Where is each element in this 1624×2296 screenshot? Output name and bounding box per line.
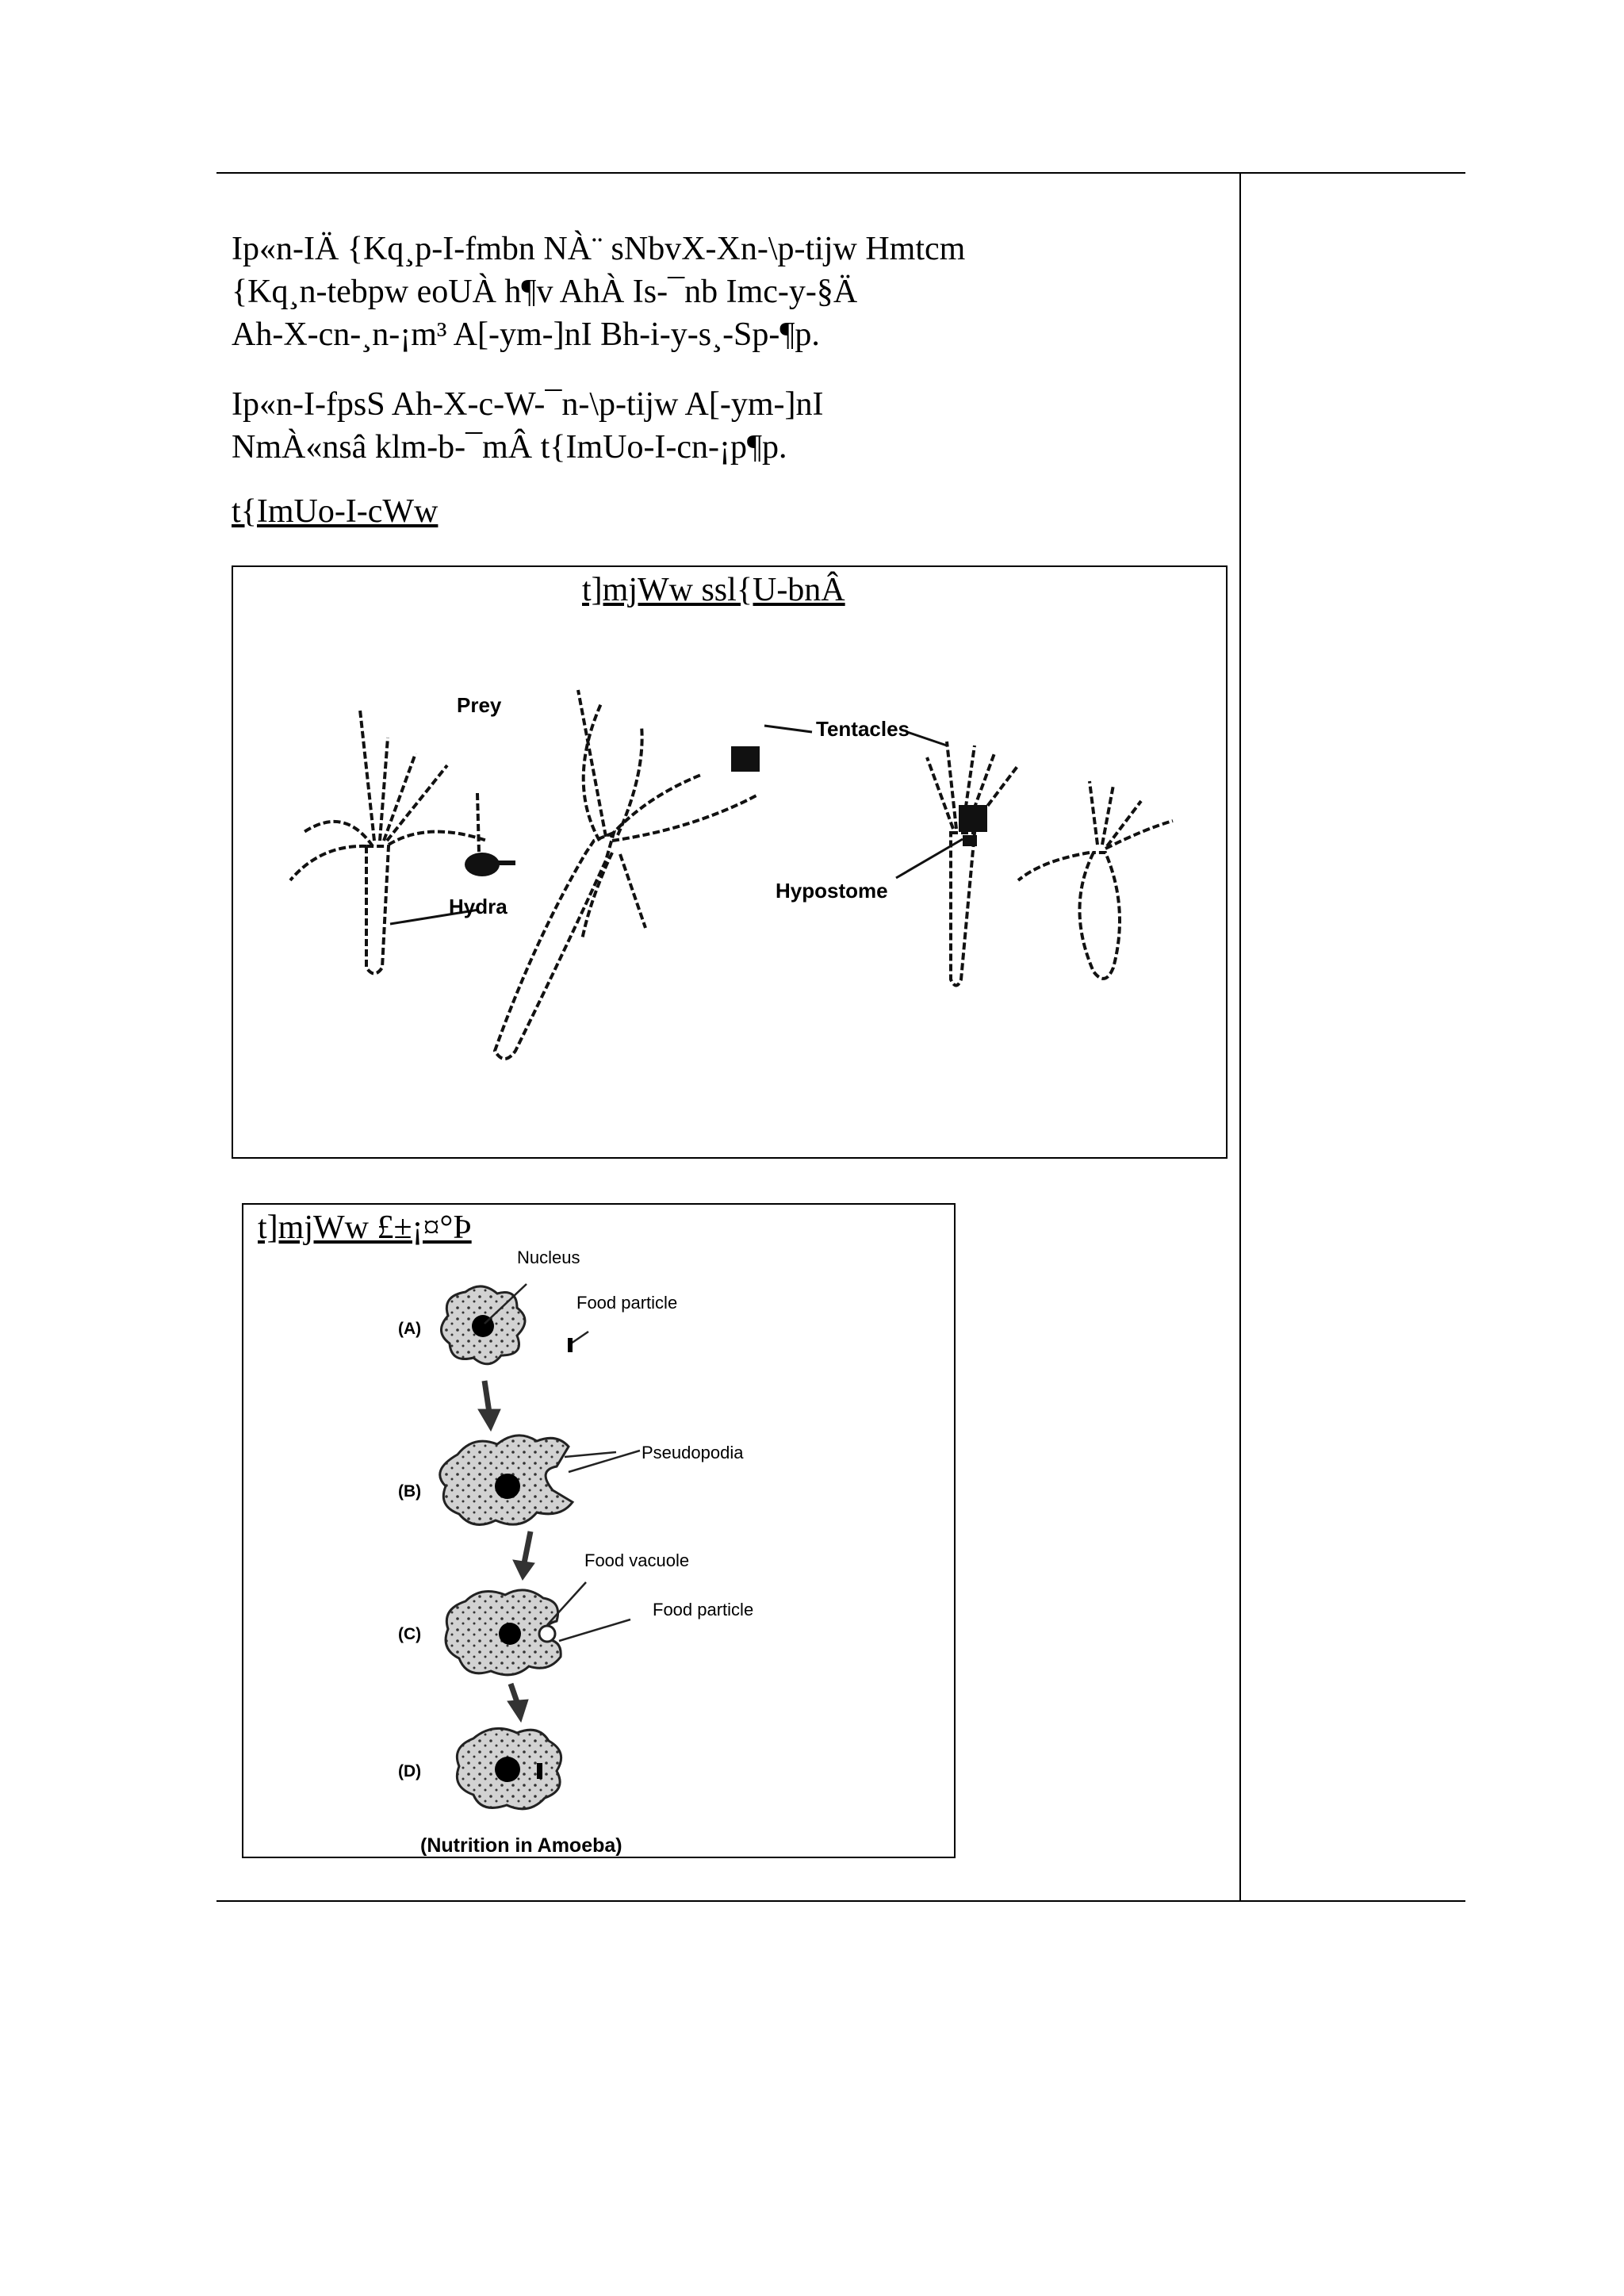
hydra-prey-label: Prey [457, 693, 502, 717]
paragraph-1 [232, 228, 1223, 356]
amoeba-food-particle-label-a: Food particle [576, 1293, 678, 1313]
amoeba-illustration [243, 1205, 954, 1857]
amoeba-nucleus-b [495, 1474, 520, 1499]
amoeba-stage-d-label: (D) [398, 1762, 422, 1780]
hydra-body-label: Hydra [449, 895, 508, 918]
hydra-figure-box [232, 565, 1228, 1159]
hydra-hypostome-label: Hypostome [776, 879, 888, 903]
amoeba-figure-box [242, 1203, 956, 1858]
paragraph-2-line-1: Ip«n-I-fpsS Ah-X-c-W-¯n-\p-tijw A[-ym-]nI [232, 386, 824, 423]
table-top-border [216, 172, 1465, 174]
amoeba-stage-b-label: (B) [398, 1482, 422, 1501]
amoeba-food-vacuole-c [539, 1626, 555, 1642]
amoeba-figure-caption: (Nutrition in Amoeba) [420, 1834, 622, 1857]
amoeba-figure-title: t]mjWw £±¡¤°Þ [258, 1209, 472, 1246]
section-heading: t{ImUo-I-cWw [232, 493, 439, 530]
amoeba-food-particle-a [568, 1338, 573, 1352]
paragraph-2-line-2: NmÀ«nsâ klm-b-¯mÂ t{ImUo-I-cn-¡p¶p. [232, 429, 787, 466]
hydra-tentacles-label: Tentacles [816, 717, 910, 741]
table-column-divider [1239, 172, 1241, 1902]
table-bottom-border [216, 1900, 1465, 1902]
amoeba-food-vacuole-label: Food vacuole [584, 1550, 690, 1570]
amoeba-food-particle-label-c: Food particle [653, 1600, 754, 1619]
paragraph-1-line-3: Ah-X-cn-¸n-¡m³ A[-ym-]nI Bh-i-y-s¸-Sp-¶p. [232, 316, 820, 353]
amoeba-nucleus-c [499, 1623, 521, 1645]
amoeba-nucleus-d [495, 1757, 520, 1782]
amoeba-food-particle-d [537, 1763, 542, 1779]
amoeba-pseudopodia-label: Pseudopodia [642, 1443, 744, 1462]
hydra-illustration [233, 567, 1226, 1157]
hydra-figure-title: t]mjWw ssl{U-bnÂ [582, 572, 845, 608]
amoeba-stage-a-label: (A) [398, 1320, 422, 1338]
paragraph-2 [232, 383, 1223, 469]
amoeba-stage-c-label: (C) [398, 1625, 422, 1643]
paragraph-1-line-1: Ip«n-IÄ {Kq¸p-I-fmbn NÀ¨ sNbvX-Xn-\p-tijw Hmtcm [232, 231, 966, 267]
paragraph-1-line-2: {Kq¸n-tebpw eoUÀ h¶v AhÀ Is-¯nb Imc-y-§Ä [232, 274, 858, 310]
amoeba-nucleus-label: Nucleus [517, 1248, 580, 1267]
